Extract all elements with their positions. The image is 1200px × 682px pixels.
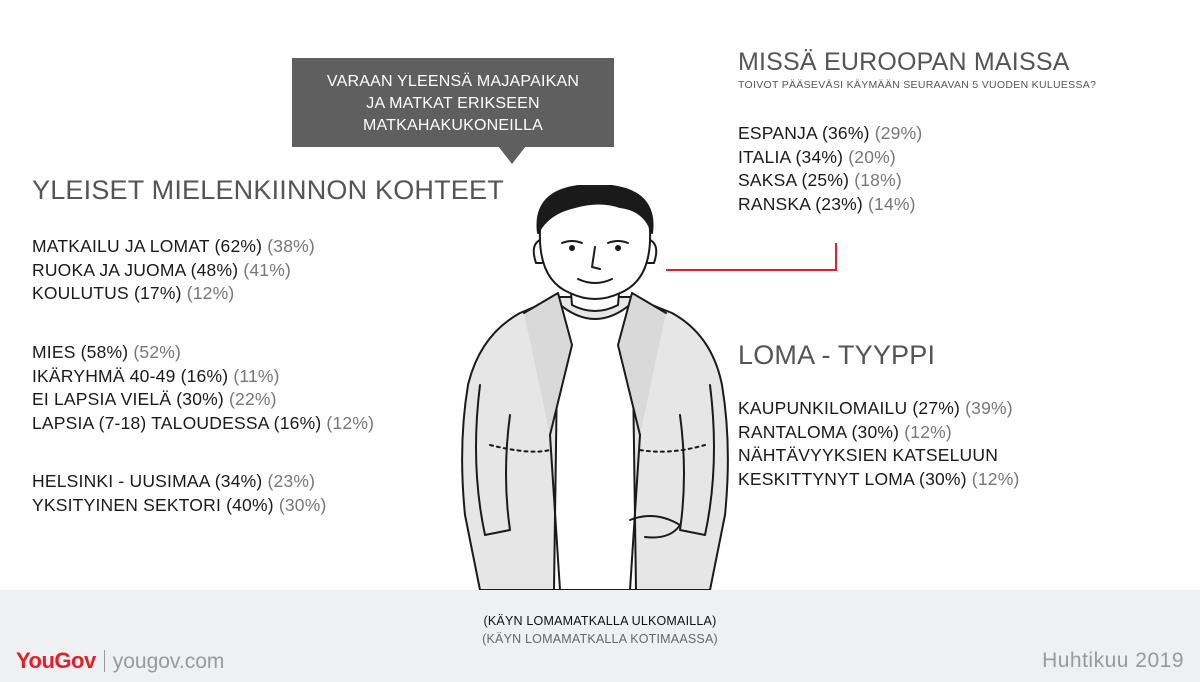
list-item: RANSKA (23%) (14%) xyxy=(738,193,916,214)
list-item: RANTALOMA (30%) (12%) xyxy=(738,421,952,442)
list-item: SAKSA (25%) (18%) xyxy=(738,170,902,190)
list-item: KAUPUNKILOMAILU (27%) (39%) xyxy=(738,398,1013,418)
man-in-jacket-illustration xyxy=(440,185,750,590)
list-item: MIES (58%) (52%) xyxy=(32,342,182,362)
website-link[interactable]: yougov.com xyxy=(112,650,225,673)
list-item: LAPSIA (7-18) TALOUDESSA (16%) (12%) xyxy=(32,412,375,433)
yougov-logo: YouGov xyxy=(16,648,96,673)
callout-line: VARAAN YLEENSÄ MAJAPAIKAN xyxy=(326,73,580,90)
europe-heading: MISSÄ EUROOPAN MAISSA xyxy=(738,48,1070,76)
list-item: IKÄRYHMÄ 40-49 (16%) (11%) xyxy=(32,365,280,386)
list-item: EI LAPSIA VIELÄ (30%) (22%) xyxy=(32,389,277,409)
brand xyxy=(16,648,224,674)
list-item: ESPANJA (36%) (29%) xyxy=(738,123,923,143)
callout-line: MATKAHAKUKONEILLA xyxy=(362,117,544,134)
publish-date: Huhtikuu 2019 xyxy=(1042,649,1184,672)
list-item: HELSINKI - UUSIMAA (34%) (23%) xyxy=(32,471,316,491)
loma-heading: LOMA - TYYPPI xyxy=(738,340,936,370)
legend xyxy=(0,612,1200,648)
brand-divider xyxy=(104,650,105,672)
interests-heading: YLEISET MIELENKIINNON KOHTEET xyxy=(32,175,504,205)
list-item: NÄHTÄVYYKSIEN KATSELUUN xyxy=(738,445,999,465)
legend-abroad: (KÄYN LOMAMATKALLA ULKOMAILLA) xyxy=(483,614,717,628)
list-item: ITALIA (34%) (20%) xyxy=(738,146,896,167)
callout-line: JA MATKAT ERIKSEEN xyxy=(366,95,540,112)
list-item: RUOKA JA JUOMA (48%) (41%) xyxy=(32,259,292,280)
list-item: KOULUTUS (17%) (12%) xyxy=(32,283,235,303)
list-item: KESKITTYNYT LOMA (30%) (12%) xyxy=(738,468,1020,489)
legend-domestic: (KÄYN LOMAMATKALLA KOTIMAASSA) xyxy=(482,632,718,646)
list-item: MATKAILU JA LOMAT (62%) (38%) xyxy=(32,236,315,256)
list-item: YKSITYINEN SEKTORI (40%) (30%) xyxy=(32,494,327,515)
europe-subtitle: TOIVOT PÄÄSEVÄSI KÄYMÄÄN SEURAAVAN 5 VUODEN KULUESSA? xyxy=(738,79,1097,91)
